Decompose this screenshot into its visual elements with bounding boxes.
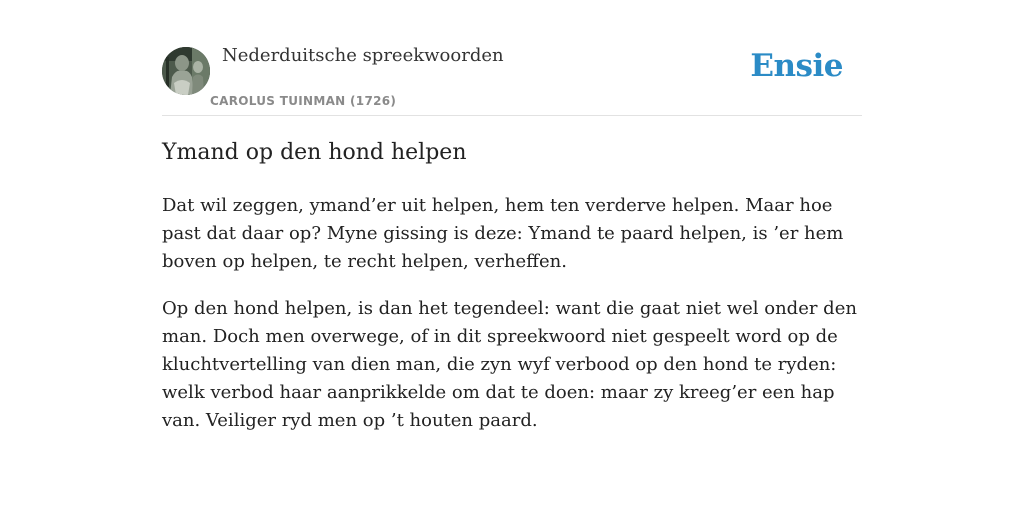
author-label: CAROLUS TUINMAN (1726) bbox=[210, 94, 397, 108]
entry-title: Ymand op den hond helpen bbox=[162, 140, 467, 165]
author-portrait-icon[interactable] bbox=[162, 47, 210, 95]
header bbox=[162, 0, 862, 116]
entry-paragraph: Op den hond helpen, is dan het tegendeel: want die gaat niet wel onder den man. Doch men overwege, of in dit spreekwoord niet gespeelt word op de kluchtvertelling van dien man, die zyn wyf verbood op den hond te ryden: welk verbod haar aanprikkelde om dat te doen: maar zy kreeg’er een hap van. Veiliger ryd men op ’t houten paard. bbox=[162, 298, 857, 431]
entry-paragraph: Dat wil zeggen, ymand’er uit helpen, hem ten verderve helpen. Maar hoe past dat daar op? Myne gissing is deze: Ymand te paard helpen, is ’er hem boven op helpen, te recht helpen, verheffen. bbox=[162, 195, 844, 272]
ensie-logo[interactable]: Ensie bbox=[750, 48, 843, 84]
content-container bbox=[162, 0, 862, 431]
book-title-link[interactable]: Nederduitsche spreekwoorden bbox=[222, 45, 504, 66]
